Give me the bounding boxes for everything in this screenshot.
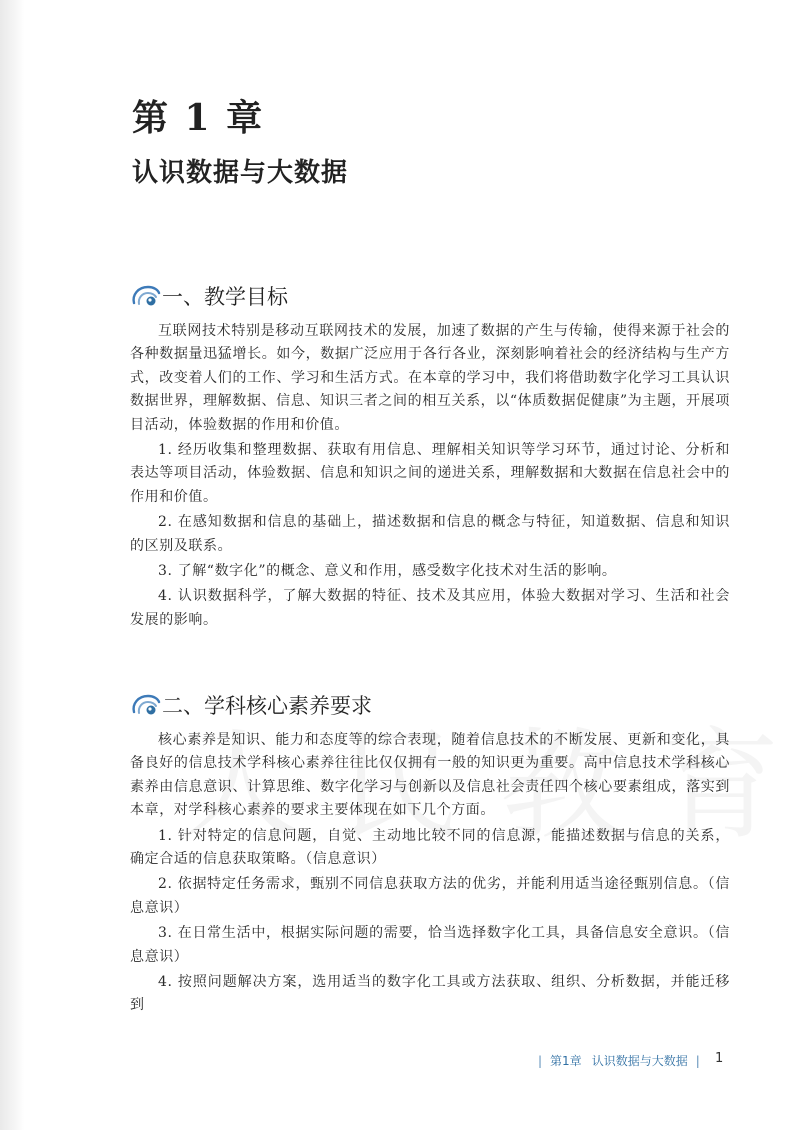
section-heading — [130, 280, 730, 312]
footer-chapter-label: 第1章 — [550, 1054, 582, 1068]
section-core-literacy — [130, 689, 730, 1018]
section-teaching-goals — [130, 280, 730, 632]
section-body — [130, 320, 730, 632]
paragraph: 3. 在日常生活中，根据实际问题的需要，恰当选择数字化工具，具备信息安全意识。（信息意识） — [130, 925, 730, 965]
page-number: 1 — [715, 1051, 724, 1066]
paragraph: 4. 认识数据科学，了解大数据的特征、技术及其应用，体验大数据对学习、生活和社会发展的影响。 — [130, 588, 730, 628]
section-body — [130, 729, 730, 1018]
paragraph: 2. 依据特定任务需求，甄别不同信息获取方法的优劣，并能利用适当途径甄别信息。（信息意识） — [130, 876, 730, 916]
paragraph: 3. 了解“数字化”的概念、意义和作用，感受数字化技术对生活的影响。 — [158, 563, 617, 580]
section-heading-text: 二、学科核心素养要求 — [162, 694, 372, 718]
footer-chapter-title: 认识数据与大数据 — [591, 1054, 688, 1068]
swirl-section-icon — [130, 283, 162, 309]
chapter-number: 第 1 章 — [132, 97, 265, 139]
paragraph: 互联网技术特别是移动互联网技术的发展，加速了数据的产生与传输，使得来源于社会的各种数据量迅猛增长。如今，数据广泛应用于各行各业，深刻影响着社会的经济结构与生产方式，改变着人们的工作、学习和生活方式。在本章的学习中，我们将借助数字化学习工具认识数据世界，理解数据、信息、知识三者之间的相互关系，以“体质数据促健康”为主题，开展项目活动，体验数据的作用和价值。 — [130, 323, 730, 433]
swirl-section-icon — [130, 692, 162, 718]
chapter-title: 认识数据与大数据 — [132, 158, 349, 188]
paragraph: 1. 经历收集和整理数据、获取有用信息、理解相关知识等学习环节，通过讨论、分析和表达等项目活动，体验数据、信息和知识之间的递进关系，理解数据和大数据在信息社会中的作用和价值。 — [130, 442, 730, 505]
footer-divider: | — [695, 1053, 700, 1068]
section-heading-text: 一、教学目标 — [162, 285, 288, 309]
paragraph: 核心素养是知识、能力和态度等的综合表现，随着信息技术的不断发展、更新和变化，具备良好的信息技术学科核心素养往往比仅仅拥有一般的知识更为重要。高中信息技术学科核心素养由信息意识、计算思维、数字化学习与创新以及信息社会责任四个核心要素组成，落实到本章，对学科核心素养的要求主要体现在如下几个方面。 — [130, 732, 730, 819]
paragraph: 4. 按照问题解决方案，选用适当的数字化工具或方法获取、组织、分析数据，并能迁移到 — [130, 974, 730, 1014]
section-heading — [130, 689, 730, 721]
page-edge-shadow — [0, 0, 24, 1130]
running-footer — [530, 1052, 708, 1069]
footer-divider: | — [538, 1053, 543, 1068]
paragraph: 1. 针对特定的信息问题，自觉、主动地比较不同的信息源，能描述数据与信息的关系，确定合适的信息获取策略。（信息意识） — [130, 827, 730, 868]
paragraph: 2. 在感知数据和信息的基础上，描述数据和信息的概念与特征，知道数据、信息和知识的区别及联系。 — [130, 514, 730, 554]
